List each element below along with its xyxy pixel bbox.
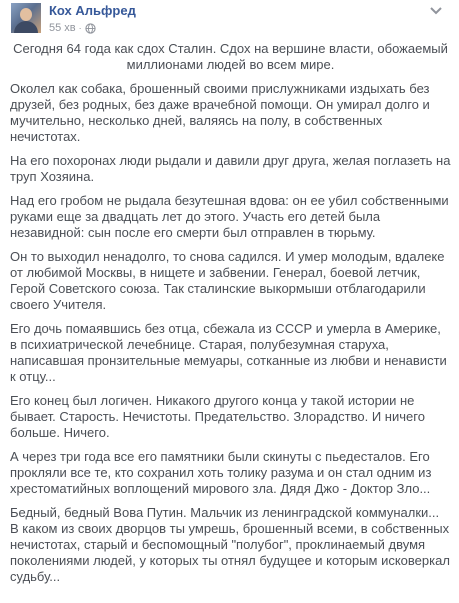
meta-separator: ·: [78, 23, 82, 33]
post-header: [0, 0, 459, 40]
post-paragraph: А через три года все его памятники были скинуты с пьедесталов. Его прокляли все те, кто сохранил хоть толику разума и он стал одним из хрестоматийных воплощений мирового зла. Дядя Джо - Доктор Зло...: [10, 449, 432, 496]
post-meta: [49, 22, 96, 34]
post-paragraph: Над его гробом не рыдала безутешная вдова: он ее убил собственными руками еще за двадцать лет до этого. Участь его детей была незавидной: сын после его смерти был отправлен в тюрьму.: [10, 193, 449, 240]
post-paragraph: Околел как собака, брошенный своими прислужниками издыхать без друзей, без родных, без даже врачебной помощи. Он умирал долго и мучительно, несколько дней, валяясь на полу, в собственных нечистотах.: [10, 81, 430, 144]
post-paragraph: Бедный, бедный Вова Путин. Мальчик из ленинградской коммуналки... В каком из своих дворцов ты умрешь, брошенный всеми, в собственных нечистотах, старый и беспомощный "полубог", проклинаемый двумя поколениями людей, у которых ты отнял будущее и которым исковеркал судьбу...: [10, 505, 450, 584]
globe-icon[interactable]: [85, 23, 96, 34]
post-paragraph: Сегодня 64 года как сдох Сталин. Сдох на вершине власти, обожаемый миллионами людей во всем мире.: [13, 41, 448, 72]
chevron-down-icon[interactable]: [429, 6, 443, 16]
post-paragraph: Его конец был логичен. Никакого другого конца у такой истории не бывает. Старость. Нечистоты. Предательство. Злорадство. И ничего больше. Ничего.: [10, 393, 425, 440]
author-avatar[interactable]: [11, 3, 41, 33]
post-body: [10, 41, 451, 593]
post-paragraph: Его дочь помаявшись без отца, сбежала из СССР и умерла в Америке, в психиатрической лечебнице. Старая, полубезумная старуха, написавшая пронзительные мемуары, сотканные из любви и ненависти к отцу...: [10, 321, 447, 384]
author-name-link[interactable]: Кох Альфред: [49, 3, 136, 18]
post-paragraph: На его похоронах люди рыдали и давили друг друга, желая поглазеть на труп Хозяина.: [10, 153, 451, 184]
avatar-head: [20, 8, 32, 21]
avatar-shoulders: [14, 21, 38, 33]
post-timestamp[interactable]: 55 хв: [49, 22, 76, 34]
post-paragraph: Он то выходил ненадолго, то снова садился. И умер молодым, вдалеке от любимой Москвы, в нищете и забвении. Генерал, боевой летчик, Герой Советского союза. Так сталинские выкормыши отблагодарили своего Учителя.: [10, 249, 445, 312]
